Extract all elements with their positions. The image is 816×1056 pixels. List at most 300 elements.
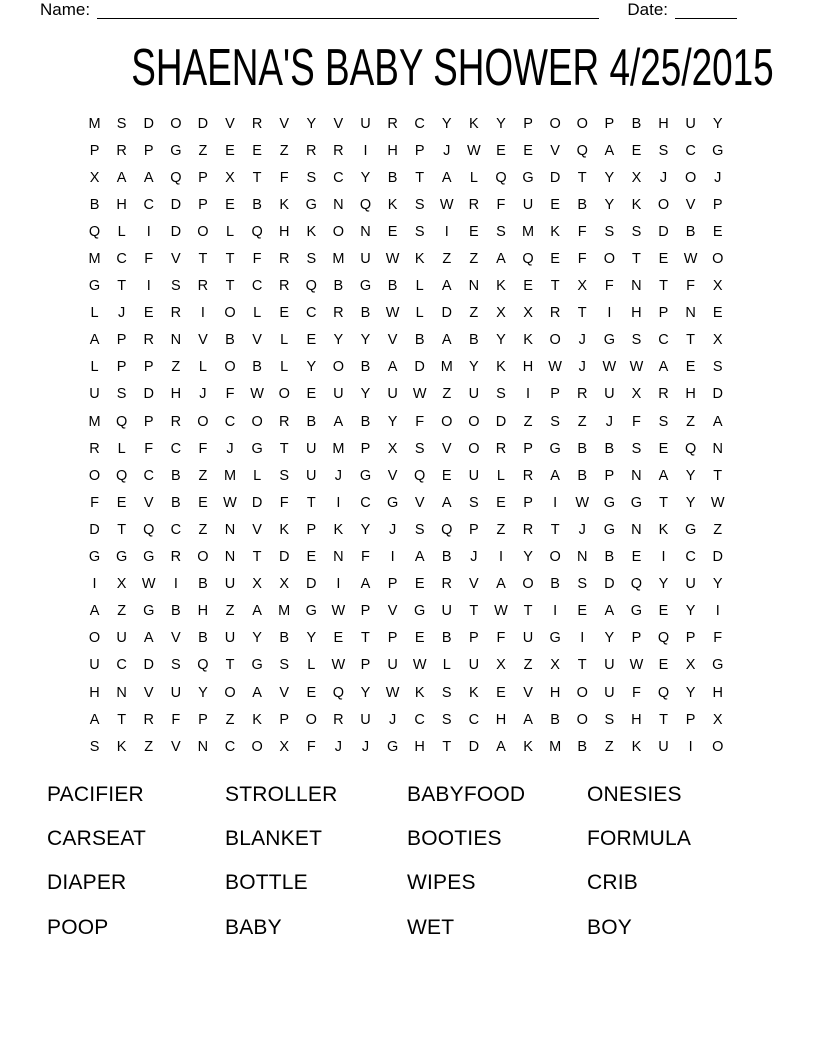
grid-letter: D (658, 223, 669, 240)
grid-letter: T (252, 169, 262, 186)
grid-letter: Z (713, 521, 723, 538)
grid-letter: F (415, 413, 425, 430)
grid-letter: T (225, 278, 235, 295)
grid-letter: S (306, 251, 317, 268)
grid-letter: F (198, 440, 208, 457)
grid-letter: Y (712, 576, 723, 593)
grid-letter: N (576, 549, 588, 566)
grid-letter: V (252, 332, 262, 349)
grid-letter: Q (197, 657, 209, 674)
grid-letter: Z (198, 467, 208, 484)
grid-letter: S (170, 657, 181, 674)
grid-letter: L (442, 657, 451, 674)
grid-letter: Y (306, 630, 317, 647)
grid-letter: K (496, 278, 506, 295)
grid-letter: N (116, 684, 127, 701)
grid-letter: F (279, 169, 289, 186)
grid-letter: F (171, 711, 181, 728)
grid-letter: B (89, 196, 100, 213)
grid-letter: J (578, 359, 586, 376)
grid-letter: T (117, 711, 127, 728)
grid-letter: P (198, 711, 208, 728)
grid-letter: Z (225, 603, 235, 620)
grid-letter: R (333, 711, 344, 728)
grid-letter: Z (171, 359, 181, 376)
grid-letter: S (414, 521, 425, 538)
grid-letter: S (658, 142, 669, 159)
grid-letter: V (387, 332, 398, 349)
grid-letter: O (278, 386, 290, 403)
grid-letter: Y (441, 115, 452, 132)
grid-letter: Y (360, 386, 371, 403)
grid-letter: A (658, 359, 669, 376)
grid-letter: X (89, 169, 100, 186)
grid-letter: S (577, 576, 588, 593)
grid-letter: E (441, 467, 452, 484)
grid-letter: U (604, 657, 615, 674)
grid-letter: S (441, 711, 452, 728)
grid-letter: U (522, 196, 534, 213)
grid-letter: J (605, 413, 613, 430)
grid-letter: T (550, 278, 560, 295)
grid-letter: C (658, 332, 669, 349)
grid-letter: V (685, 196, 696, 213)
grid-letter: V (170, 738, 181, 755)
grid-letter: J (714, 169, 722, 186)
grid-letter: Q (88, 223, 101, 240)
grid-letter: F (713, 630, 723, 647)
grid-letter: T (659, 711, 668, 728)
grid-letter: Y (198, 684, 208, 701)
grid-letter: W (494, 603, 508, 620)
grid-letter: G (143, 603, 155, 620)
grid-letter: Q (657, 630, 670, 647)
grid-letter: W (412, 657, 427, 674)
grid-letter: A (360, 576, 371, 593)
grid-letter: F (604, 278, 614, 295)
grid-letter: Y (360, 684, 371, 701)
title-row (0, 38, 816, 98)
grid-letter: A (89, 603, 100, 620)
grid-letter: W (331, 657, 346, 674)
grid-letter: W (141, 576, 156, 593)
grid-letter: O (576, 115, 588, 132)
grid-letter: C (143, 467, 154, 484)
grid-letter: R (658, 386, 669, 403)
name-date-row (40, 1, 737, 20)
grid-letter: K (414, 684, 425, 701)
grid-letter: D (197, 115, 209, 132)
word-list-item: POOP (47, 915, 109, 939)
grid-letter: K (658, 521, 669, 538)
grid-letter: A (116, 169, 127, 186)
grid-letter: R (143, 711, 154, 728)
grid-letter: P (523, 115, 533, 132)
grid-letter: R (522, 467, 534, 484)
grid-letter: T (442, 738, 452, 755)
grid-letter: W (412, 386, 427, 403)
grid-letter: K (387, 196, 398, 213)
grid-letter: T (361, 630, 370, 647)
grid-letter: B (577, 467, 588, 484)
grid-letter: Z (198, 521, 208, 538)
grid-letter: O (468, 440, 480, 457)
grid-letter: B (550, 576, 560, 593)
grid-letter: J (199, 386, 207, 403)
grid-letter: V (170, 251, 181, 268)
grid-letter: C (143, 196, 154, 213)
grid-letter: K (469, 684, 479, 701)
grid-letter: P (469, 630, 479, 647)
grid-letter: I (336, 576, 341, 593)
grid-letter: D (441, 305, 452, 322)
grid-letter: T (577, 169, 587, 186)
grid-letter: I (200, 305, 205, 322)
grid-letter: L (225, 223, 235, 240)
grid-letter: H (631, 305, 642, 322)
grid-letter: S (414, 196, 425, 213)
grid-letter: Z (604, 738, 614, 755)
grid-letter: Y (658, 576, 669, 593)
grid-letter: H (170, 386, 182, 403)
grid-letter: J (578, 332, 586, 349)
grid-letter: E (279, 305, 290, 322)
grid-letter: U (685, 576, 696, 593)
grid-letter: B (604, 440, 615, 457)
grid-letter: S (604, 711, 615, 728)
grid-letter: O (197, 549, 209, 566)
grid-letter: R (576, 386, 588, 403)
grid-letter: Y (712, 115, 723, 132)
grid-letter: X (712, 711, 723, 728)
grid-letter: G (712, 657, 724, 674)
grid-letter: O (332, 359, 345, 376)
grid-letter: L (469, 169, 478, 186)
grid-letter: D (143, 115, 154, 132)
grid-letter: X (631, 169, 642, 186)
grid-letter: N (631, 521, 642, 538)
grid-letter: A (143, 169, 154, 186)
grid-letter: M (88, 115, 101, 132)
grid-letter: E (496, 684, 506, 701)
grid-letter: A (441, 332, 452, 349)
grid-letter: E (116, 494, 127, 511)
grid-letter: E (252, 142, 262, 159)
grid-letter: B (225, 332, 235, 349)
grid-letter: V (279, 684, 290, 701)
grid-letter: H (414, 738, 425, 755)
grid-letter: Z (469, 251, 479, 268)
grid-letter: E (414, 630, 425, 647)
grid-letter: I (146, 278, 151, 295)
grid-letter: M (223, 467, 237, 484)
grid-letter: I (92, 576, 97, 593)
date-label: Date: (627, 0, 668, 19)
grid-letter: J (334, 467, 343, 484)
grid-letter: X (712, 278, 723, 295)
grid-letter: O (197, 413, 209, 430)
grid-letter: Q (684, 440, 697, 457)
grid-letter: T (117, 521, 127, 538)
grid-letter: G (359, 467, 372, 484)
grid-letter: S (279, 467, 290, 484)
grid-letter: G (603, 521, 615, 538)
grid-letter: X (712, 332, 723, 349)
grid-letter: L (415, 305, 424, 322)
grid-letter: Y (685, 603, 696, 620)
grid-letter: F (306, 738, 316, 755)
grid-letter: A (658, 467, 669, 484)
grid-letter: E (414, 576, 425, 593)
grid-letter: F (496, 196, 506, 213)
grid-letter: K (252, 711, 262, 728)
word-list-item: CRIB (587, 871, 638, 895)
word-list-item: BOOTIES (407, 827, 502, 851)
grid-letter: V (333, 115, 344, 132)
grid-letter: W (467, 142, 481, 159)
grid-letter: Y (685, 494, 696, 511)
grid-letter: H (685, 386, 696, 403)
grid-letter: Q (116, 413, 128, 430)
grid-letter: O (170, 115, 182, 132)
grid-letter: P (89, 142, 100, 159)
grid-letter: C (333, 169, 344, 186)
grid-letter: O (88, 630, 101, 647)
grid-letter: X (631, 386, 642, 403)
grid-letter: E (550, 251, 560, 268)
grid-letter: Q (332, 684, 345, 701)
grid-letter: P (198, 196, 208, 213)
grid-letter: F (577, 223, 587, 240)
grid-letter: Z (442, 251, 452, 268)
grid-letter: W (385, 684, 400, 701)
word-list-item: BOY (587, 915, 632, 939)
grid-letter: A (89, 332, 100, 349)
grid-letter: P (685, 711, 696, 728)
grid-letter: S (469, 494, 479, 511)
grid-letter: D (712, 549, 723, 566)
grid-letter: O (549, 549, 561, 566)
grid-letter: N (360, 223, 371, 240)
grid-letter: Z (225, 711, 235, 728)
grid-letter: D (89, 521, 100, 538)
grid-letter: O (332, 223, 345, 240)
grid-letter: J (226, 440, 234, 457)
word-list-item: BOTTLE (225, 871, 308, 895)
grid-letter: S (631, 440, 642, 457)
grid-letter: A (712, 413, 723, 430)
grid-letter: F (577, 251, 587, 268)
grid-letter: Z (469, 305, 479, 322)
grid-letter: M (88, 251, 101, 268)
grid-letter: U (116, 630, 127, 647)
grid-letter: G (88, 278, 101, 295)
grid-letter: F (631, 413, 641, 430)
grid-letter: T (306, 494, 316, 511)
grid-letter: E (496, 142, 506, 159)
grid-letter: S (712, 359, 723, 376)
grid-letter: P (198, 169, 208, 186)
grid-letter: W (629, 657, 644, 674)
grid-letter: A (252, 603, 262, 620)
grid-letter: A (333, 413, 344, 430)
grid-letter: Z (496, 521, 506, 538)
grid-letter: R (251, 115, 263, 132)
grid-letter: S (116, 386, 127, 403)
grid-letter: Z (686, 413, 696, 430)
grid-letter: B (577, 440, 588, 457)
grid-letter: O (224, 305, 236, 322)
grid-letter: B (198, 576, 208, 593)
grid-letter: U (468, 386, 480, 403)
grid-letter: K (306, 223, 317, 240)
grid-letter: Q (251, 223, 263, 240)
grid-letter: G (630, 603, 643, 620)
grid-letter: U (658, 738, 669, 755)
grid-letter: B (387, 169, 398, 186)
grid-letter: A (414, 549, 425, 566)
grid-letter: G (603, 494, 615, 511)
grid-letter: A (604, 603, 615, 620)
grid-letter: J (118, 305, 126, 322)
grid-letter: M (549, 738, 562, 755)
date-blank-line (675, 5, 737, 19)
grid-letter: O (197, 223, 209, 240)
grid-letter: M (332, 440, 345, 457)
grid-letter: E (387, 223, 398, 240)
grid-letter: B (252, 196, 262, 213)
grid-letter: I (444, 223, 449, 240)
grid-letter: B (306, 413, 317, 430)
grid-letter: W (250, 386, 264, 403)
grid-letter: O (251, 738, 263, 755)
grid-letter: O (603, 251, 615, 268)
grid-letter: E (550, 196, 560, 213)
grid-letter: I (688, 738, 693, 755)
grid-letter: D (143, 386, 154, 403)
grid-letter: U (306, 440, 317, 457)
grid-letter: U (441, 603, 452, 620)
grid-letter: F (225, 386, 235, 403)
grid-letter: O (712, 251, 724, 268)
grid-letter: P (360, 603, 371, 620)
grid-letter: Z (198, 142, 208, 159)
grid-letter: N (631, 467, 642, 484)
grid-letter: V (441, 440, 452, 457)
grid-letter: L (496, 467, 505, 484)
grid-letter: H (549, 684, 561, 701)
grid-letter: N (333, 196, 344, 213)
grid-letter: R (278, 413, 290, 430)
grid-letter: Y (604, 196, 615, 213)
grid-letter: K (631, 738, 642, 755)
grid-letter: F (686, 278, 696, 295)
grid-letter: I (580, 630, 585, 647)
grid-letter: K (279, 521, 290, 538)
grid-letter: G (386, 494, 399, 511)
grid-letter: I (553, 494, 558, 511)
name-blank-line (97, 5, 599, 19)
grid-letter: Z (117, 603, 127, 620)
grid-letter: L (198, 359, 207, 376)
grid-letter: G (305, 603, 317, 620)
grid-letter: H (658, 115, 669, 132)
grid-letter: R (116, 142, 127, 159)
grid-letter: A (252, 684, 262, 701)
grid-letter: A (441, 278, 452, 295)
grid-letter: S (441, 684, 452, 701)
grid-letter: F (631, 684, 641, 701)
grid-letter: K (279, 196, 290, 213)
grid-letter: V (279, 115, 290, 132)
grid-letter: R (170, 549, 182, 566)
grid-letter: E (631, 142, 642, 159)
grid-letter: W (223, 494, 237, 511)
grid-letter: C (360, 494, 371, 511)
grid-letter: M (522, 223, 535, 240)
grid-letter: K (414, 251, 425, 268)
grid-letter: P (279, 711, 290, 728)
grid-letter: C (170, 521, 182, 538)
grid-letter: N (224, 549, 236, 566)
grid-letter: V (414, 494, 425, 511)
grid-letter: L (90, 305, 99, 322)
grid-letter: I (146, 223, 151, 240)
grid-letter: U (224, 630, 236, 647)
grid-letter: U (522, 630, 534, 647)
grid-letter: U (89, 657, 100, 674)
grid-letter: V (198, 332, 208, 349)
grid-letter: F (279, 494, 289, 511)
grid-letter: Y (306, 115, 317, 132)
grid-letter: S (631, 223, 642, 240)
grid-letter: F (144, 440, 154, 457)
grid-letter: H (495, 711, 507, 728)
grid-letter: M (332, 251, 345, 268)
grid-letter: X (225, 169, 235, 186)
grid-letter: M (440, 359, 453, 376)
grid-letter: U (360, 115, 371, 132)
grid-letter: G (88, 549, 101, 566)
grid-letter: S (496, 223, 506, 240)
grid-letter: O (549, 115, 561, 132)
grid-letter: Y (252, 630, 262, 647)
grid-letter: N (333, 549, 344, 566)
grid-letter: E (306, 386, 317, 403)
grid-letter: U (685, 115, 696, 132)
grid-letter: V (252, 521, 262, 538)
word-list-item: WET (407, 915, 455, 939)
grid-letter: G (549, 440, 561, 457)
grid-letter: Q (143, 521, 155, 538)
grid-letter: U (224, 576, 236, 593)
grid-letter: B (170, 494, 181, 511)
grid-letter: K (116, 738, 127, 755)
grid-letter: A (441, 169, 452, 186)
grid-letter: P (469, 521, 479, 538)
grid-letter: I (173, 576, 178, 593)
grid-letter: T (686, 332, 696, 349)
grid-letter: T (198, 251, 208, 268)
grid-letter: X (523, 305, 533, 322)
grid-letter: R (441, 576, 452, 593)
grid-letter: O (684, 169, 697, 186)
grid-letter: U (604, 386, 615, 403)
grid-letter: G (143, 549, 155, 566)
grid-letter: X (550, 657, 560, 674)
grid-letter: D (170, 196, 182, 213)
grid-letter: H (522, 359, 534, 376)
